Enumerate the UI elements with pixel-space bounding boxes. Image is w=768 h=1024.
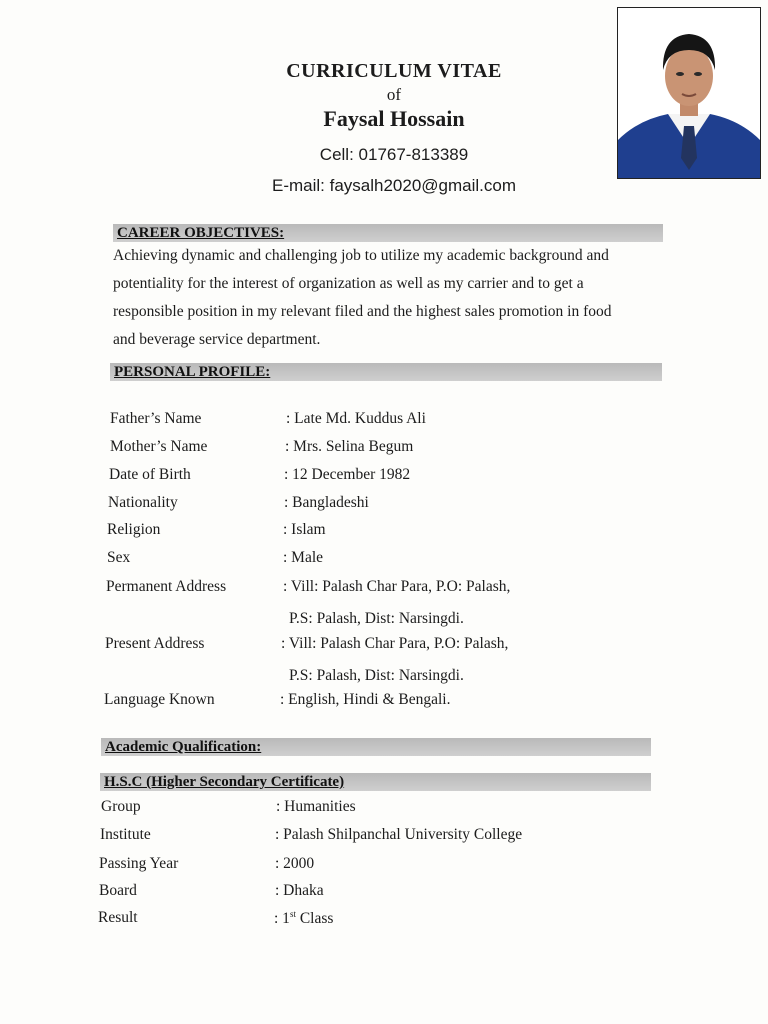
profile-value: : Male bbox=[283, 549, 324, 566]
profile-value: : Vill: Palash Char Para, P.O: Palash, bbox=[283, 578, 511, 595]
email-address: E-mail: faysalh2020@gmail.com bbox=[271, 176, 517, 195]
career-objectives-text bbox=[113, 242, 663, 354]
hsc-heading: H.S.C (Higher Secondary Certificate) bbox=[100, 773, 651, 791]
profile-value: : 12 December 1982 bbox=[284, 466, 411, 483]
profile-value: : Late Md. Kuddus Ali bbox=[286, 410, 426, 427]
profile-label: Language Known bbox=[104, 691, 215, 708]
profile-value: : Mrs. Selina Begum bbox=[285, 438, 414, 455]
profile-label: Religion bbox=[107, 521, 161, 538]
profile-label: Date of Birth bbox=[109, 466, 191, 483]
academic-value: : Dhaka bbox=[275, 882, 324, 899]
academic-qualification-heading: Academic Qualification: bbox=[101, 738, 651, 756]
academic-value: : 2000 bbox=[275, 855, 315, 872]
profile-value: : Islam bbox=[283, 521, 326, 538]
academic-label: Institute bbox=[100, 826, 151, 843]
applicant-name: Faysal Hossain bbox=[323, 106, 465, 131]
objective-line: potentiality for the interest of organization as well as my carrier and to get a bbox=[113, 275, 584, 292]
academic-value: : Palash Shilpanchal University College bbox=[275, 826, 523, 843]
profile-photo bbox=[617, 7, 761, 179]
cv-of: of bbox=[386, 85, 402, 104]
academic-label: Passing Year bbox=[99, 855, 179, 872]
personal-profile-heading: PERSONAL PROFILE: bbox=[110, 363, 662, 381]
profile-value: : Vill: Palash Char Para, P.O: Palash, bbox=[281, 635, 509, 652]
cv-title: CURRICULUM VITAE bbox=[286, 60, 502, 82]
profile-value: P.S: Palash, Dist: Narsingdi. bbox=[289, 610, 464, 627]
academic-value: : Humanities bbox=[276, 798, 356, 815]
profile-label: Nationality bbox=[108, 494, 178, 511]
profile-label: Present Address bbox=[105, 635, 205, 652]
profile-value: P.S: Palash, Dist: Narsingdi. bbox=[289, 667, 464, 684]
profile-label: Permanent Address bbox=[106, 578, 227, 595]
objective-line: Achieving dynamic and challenging job to utilize my academic background and bbox=[113, 247, 609, 264]
profile-label: Father’s Name bbox=[110, 410, 202, 427]
profile-value: : Bangladeshi bbox=[284, 494, 369, 511]
academic-label: Result bbox=[98, 909, 138, 926]
profile-label: Sex bbox=[107, 549, 131, 566]
cell-number: Cell: 01767-813389 bbox=[319, 145, 469, 164]
academic-value: : 1st Class bbox=[274, 909, 334, 928]
career-objectives-heading: CAREER OBJECTIVES: bbox=[113, 224, 663, 242]
academic-label: Board bbox=[99, 882, 137, 899]
portrait-image bbox=[618, 8, 760, 178]
objective-line: responsible position in my relevant filed and the highest sales promotion in food bbox=[113, 303, 612, 320]
profile-label: Mother’s Name bbox=[110, 438, 208, 455]
objective-line: and beverage service department. bbox=[113, 331, 321, 348]
profile-value: : English, Hindi & Bengali. bbox=[280, 691, 451, 708]
academic-label: Group bbox=[101, 798, 141, 815]
